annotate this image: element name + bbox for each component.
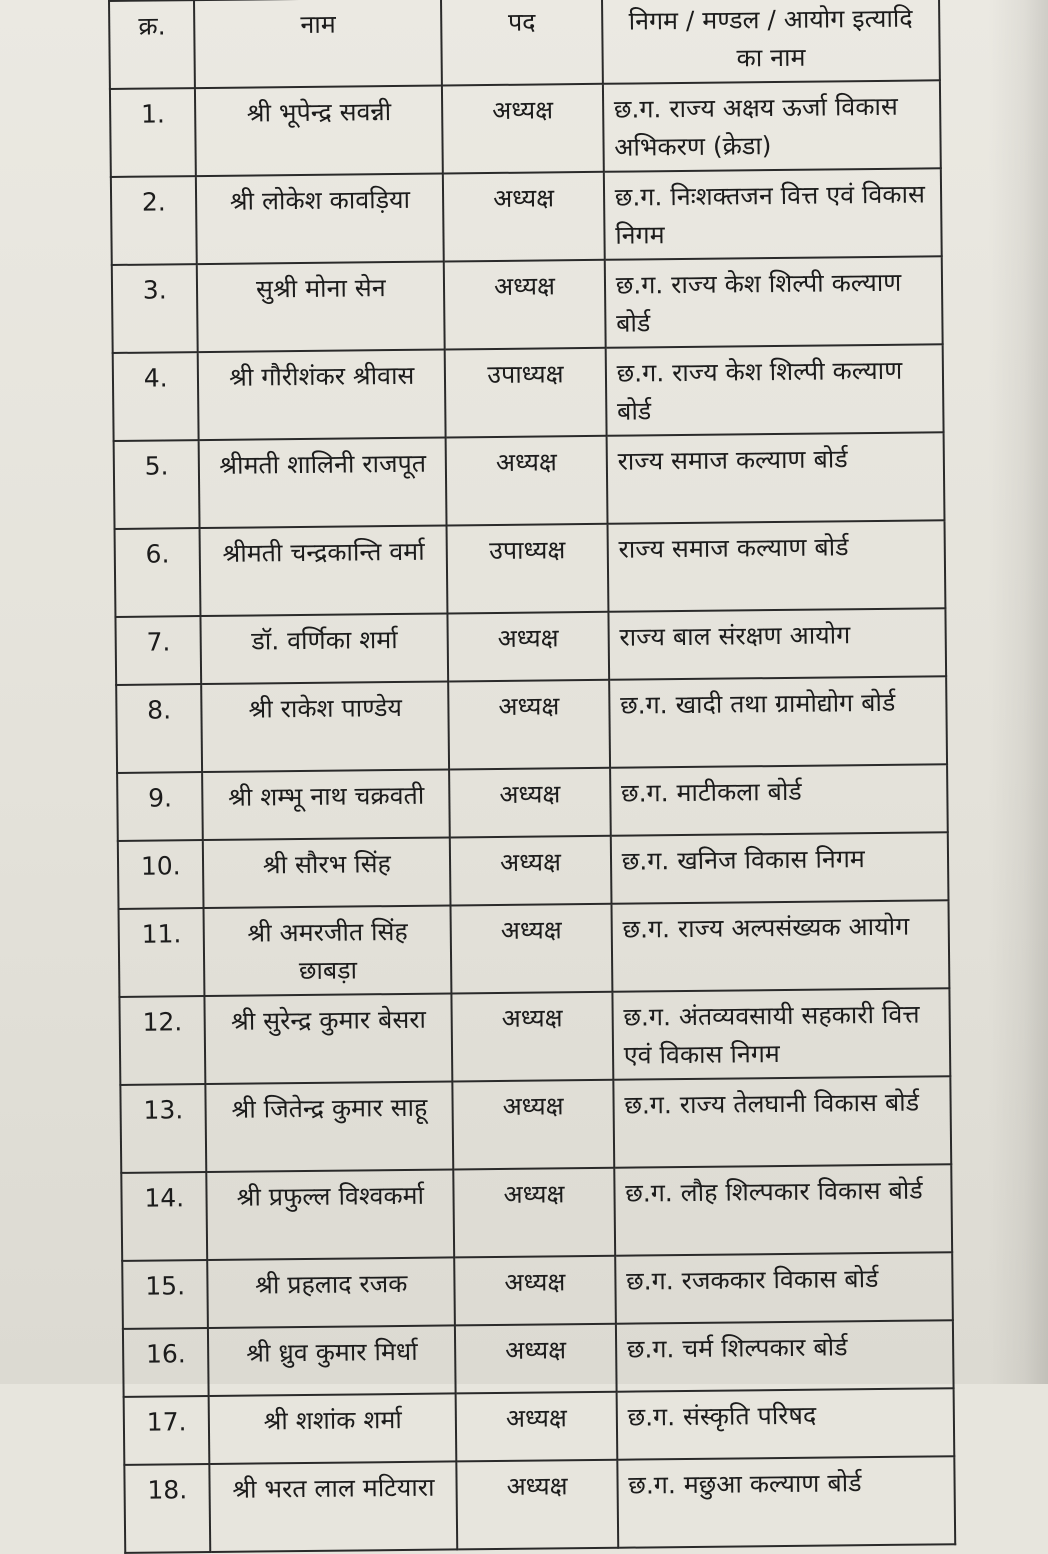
table-row (120, 1076, 951, 1173)
row-post: उपाध्यक्ष (447, 524, 608, 614)
row-name: श्री भूपेन्द्र सवन्नी (195, 86, 443, 177)
row-organisation: छ.ग. संस्कृति परिषद (616, 1388, 954, 1460)
row-serial: 3. (112, 264, 198, 353)
table-row (113, 344, 944, 441)
row-organisation: छ.ग. चर्म शिल्पकार बोर्ड (616, 1320, 954, 1392)
table-header (109, 0, 940, 89)
row-name: श्रीमती चन्द्रकान्ति वर्मा (200, 525, 448, 616)
row-organisation: छ.ग. राज्य अक्षय ऊर्जा विकास अभिकरण (क्रेडा) (603, 80, 941, 172)
row-post: अध्यक्ष (453, 1168, 614, 1258)
row-serial: 12. (119, 996, 205, 1085)
table-row (111, 168, 942, 265)
row-post: अध्यक्ष (451, 904, 612, 994)
row-organisation: राज्य समाज कल्याण बोर्ड (607, 520, 945, 612)
table-row (124, 1456, 955, 1553)
row-serial: 18. (124, 1464, 210, 1553)
row-organisation: छ.ग. खनिज विकास निगम (611, 832, 949, 904)
page-shadow-edge (988, 0, 1048, 1384)
row-name: श्री भरत लाल मटियारा (210, 1461, 458, 1552)
row-serial: 2. (111, 176, 197, 265)
row-name: श्री ध्रुव कुमार मिर्धा (208, 1325, 456, 1396)
header-organisation: निगम / मण्डल / आयोग इत्यादि का नाम (602, 0, 940, 84)
row-serial: 7. (115, 616, 201, 685)
table-row (114, 432, 945, 529)
row-name: श्री गौरीशंकर श्रीवास (198, 349, 446, 440)
row-post: अध्यक्ष (444, 260, 605, 350)
row-serial: 9. (117, 772, 203, 841)
table-row (124, 1388, 955, 1465)
row-post: अध्यक्ष (448, 680, 609, 770)
row-serial: 14. (121, 1172, 207, 1261)
row-serial: 15. (122, 1260, 208, 1329)
row-post: अध्यक्ष (449, 768, 610, 838)
row-organisation: छ.ग. राज्य केश शिल्पी कल्याण बोर्ड (605, 344, 943, 436)
row-post: अध्यक्ष (453, 1080, 614, 1170)
row-name: सुश्री मोना सेन (197, 261, 445, 352)
row-name: श्रीमती शालिनी राजपूत (199, 437, 447, 528)
row-serial: 6. (115, 528, 201, 617)
table-row (122, 1252, 953, 1329)
row-organisation: छ.ग. लौह शिल्पकार विकास बोर्ड (614, 1164, 952, 1256)
row-post: अध्यक्ष (452, 992, 613, 1082)
row-post: उपाध्यक्ष (445, 348, 606, 438)
row-name: श्री लोकेश कावड़िया (196, 174, 444, 265)
row-serial: 16. (123, 1328, 209, 1397)
row-organisation: छ.ग. राज्य अल्पसंख्यक आयोग (611, 900, 949, 992)
row-organisation: छ.ग. निःशक्तजन वित्त एवं विकास निगम (604, 168, 942, 260)
appointments-table (108, 0, 956, 1554)
row-name: श्री जितेन्द्र कुमार साहू (206, 1081, 454, 1172)
table-body (110, 80, 955, 1553)
row-name: श्री अमरजीत सिंह छाबड़ा (204, 905, 452, 996)
row-serial: 17. (124, 1396, 210, 1465)
table-row (110, 80, 941, 177)
row-name: श्री सुरेन्द्र कुमार बेसरा (205, 993, 453, 1084)
row-organisation: छ.ग. रजककार विकास बोर्ड (615, 1252, 953, 1324)
row-serial: 10. (118, 840, 204, 909)
table-row (123, 1320, 954, 1397)
row-organisation: छ.ग. मछुआ कल्याण बोर्ड (617, 1456, 955, 1548)
row-post: अध्यक्ष (448, 612, 609, 682)
row-organisation: छ.ग. राज्य केश शिल्पी कल्याण बोर्ड (604, 256, 942, 348)
row-name: श्री सौरभ सिंह (203, 837, 451, 908)
row-name: श्री राकेश पाण्डेय (202, 681, 450, 772)
row-organisation: छ.ग. खादी तथा ग्रामोद्योग बोर्ड (609, 676, 947, 768)
row-post: अध्यक्ष (455, 1324, 616, 1394)
row-name: श्री प्रहलाद रजक (208, 1257, 456, 1328)
table-row (112, 256, 943, 353)
table-row (116, 676, 947, 773)
table-row (117, 764, 948, 841)
header-name: नाम (194, 0, 442, 88)
row-name: डॉ. वर्णिका शर्मा (201, 613, 449, 684)
row-post: अध्यक्ष (450, 836, 611, 906)
row-post: अध्यक्ष (456, 1392, 617, 1462)
row-organisation: छ.ग. अंतव्यवसायी सहकारी वित्त एवं विकास निगम (612, 988, 950, 1080)
row-serial: 1. (110, 88, 196, 177)
row-organisation: राज्य बाल संरक्षण आयोग (608, 608, 946, 680)
table-row (119, 988, 950, 1085)
row-post: अध्यक्ष (442, 84, 603, 174)
row-post: अध्यक्ष (446, 436, 607, 526)
table-row (115, 520, 946, 617)
row-post: अध्यक्ष (454, 1256, 615, 1326)
row-serial: 8. (116, 684, 202, 773)
table-row (118, 832, 949, 909)
table-row (119, 900, 950, 997)
row-post: अध्यक्ष (457, 1460, 618, 1550)
row-name: श्री प्रफुल्ल विश्वकर्मा (207, 1169, 455, 1260)
row-serial: 4. (113, 352, 199, 441)
row-organisation: छ.ग. माटीकला बोर्ड (610, 764, 948, 836)
row-organisation: छ.ग. राज्य तेलघानी विकास बोर्ड (613, 1076, 951, 1168)
row-post: अध्यक्ष (443, 172, 604, 262)
table-row (115, 608, 946, 685)
row-serial: 13. (120, 1084, 206, 1173)
row-serial: 5. (114, 440, 200, 529)
header-serial: क्र. (109, 0, 195, 89)
table-row (121, 1164, 952, 1261)
row-organisation: राज्य समाज कल्याण बोर्ड (606, 432, 944, 524)
row-name: श्री शशांक शर्मा (209, 1393, 457, 1464)
row-name: श्री शम्भू नाथ चक्रवती (203, 769, 451, 840)
header-post: पद (441, 0, 602, 86)
header-row (109, 0, 940, 89)
row-serial: 11. (119, 908, 205, 997)
